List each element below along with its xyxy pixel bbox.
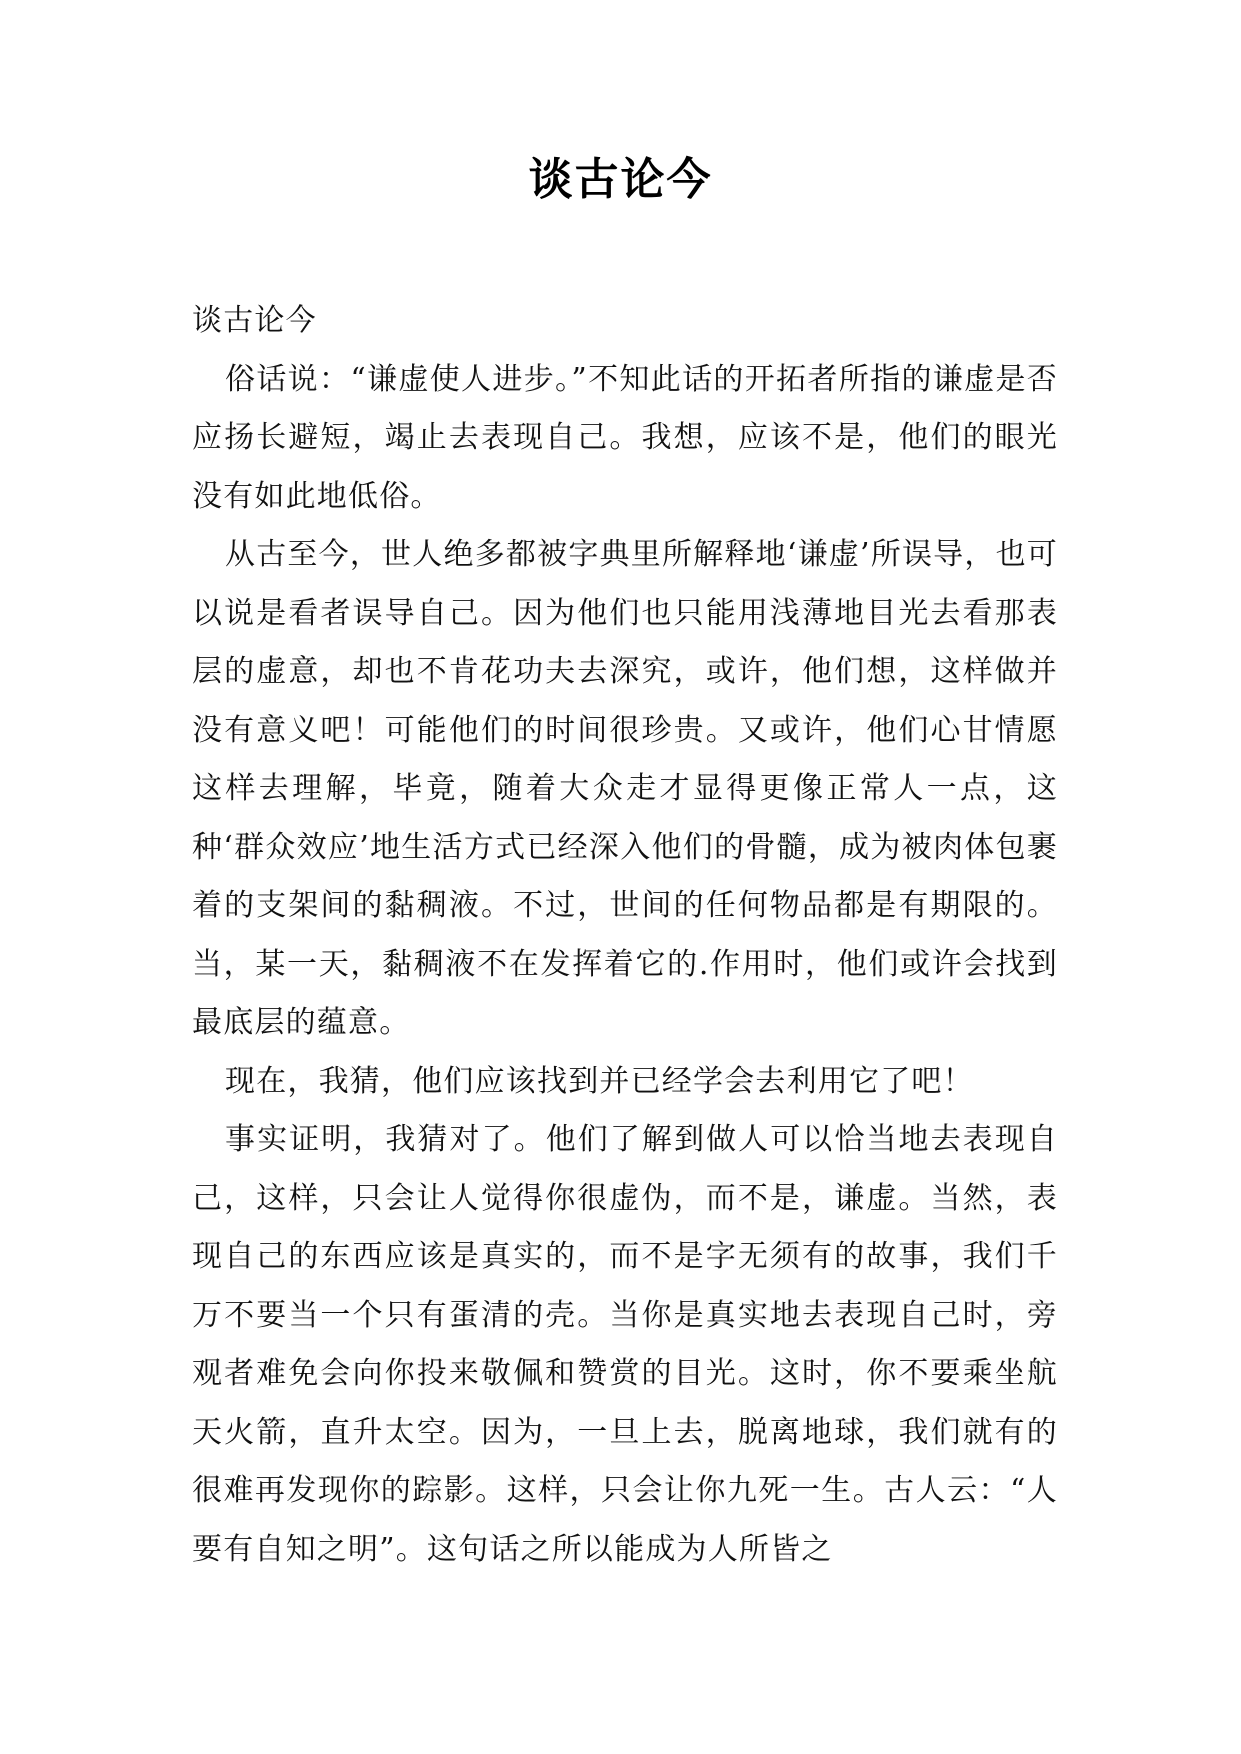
paragraph-2: 从古至今，世人绝多都被字典里所解释地‘谦虚’所误导，也可以说是看者误导自己。因为他们也只能用浅薄地目光去看那表层的虚意，却也不肯花功夫去深究，或许，他们想，这样做并没有意义吧！可能他们的时间很珍贵。又或许，他们心甘情愿这样去理解，毕竟，随着大众走才显得更像正常人一点，这种‘群众效应’地生活方式已经深入他们的骨髓，成为被肉体包裹着的支架间的黏稠液。不过，世间的任何物品都是有期限的。当，某一天，黏稠液不在发挥着它的.作用时，他们或许会找到最底层的蕴意。	[192, 537, 1058, 1040]
paragraph-1: 俗话说：“谦虚使人进步。”不知此话的开拓者所指的谦虚是否应扬长避短，竭止去表现自己。我想，应该不是，他们的眼光没有如此地低俗。	[192, 361, 1058, 514]
document-title: 谈古论今	[528, 154, 713, 205]
paragraph-4: 事实证明，我猜对了。他们了解到做人可以恰当地去表现自己，这样，只会让人觉得你很虚伪，而不是，谦虚。当然，表现自己的东西应该是真实的，而不是字无须有的故事，我们千万不要当一个只有蛋清的壳。当你是真实地去表现自己时，旁观者难免会向你投来敬佩和赞赏的目光。这时，你不要乘坐航天火箭，直升太空。因为，一旦上去，脱离地球，我们就有的很难再发现你的踪影。这样，只会让你九死一生。古人云：“人要有自知之明”。这句话之所以能成为人所皆之	[192, 1122, 1058, 1567]
paragraph-3: 现在，我猜，他们应该找到并已经学会去利用它了吧！	[225, 1063, 974, 1099]
document-body	[192, 292, 1058, 1579]
subtitle-line: 谈古论今	[192, 303, 317, 338]
